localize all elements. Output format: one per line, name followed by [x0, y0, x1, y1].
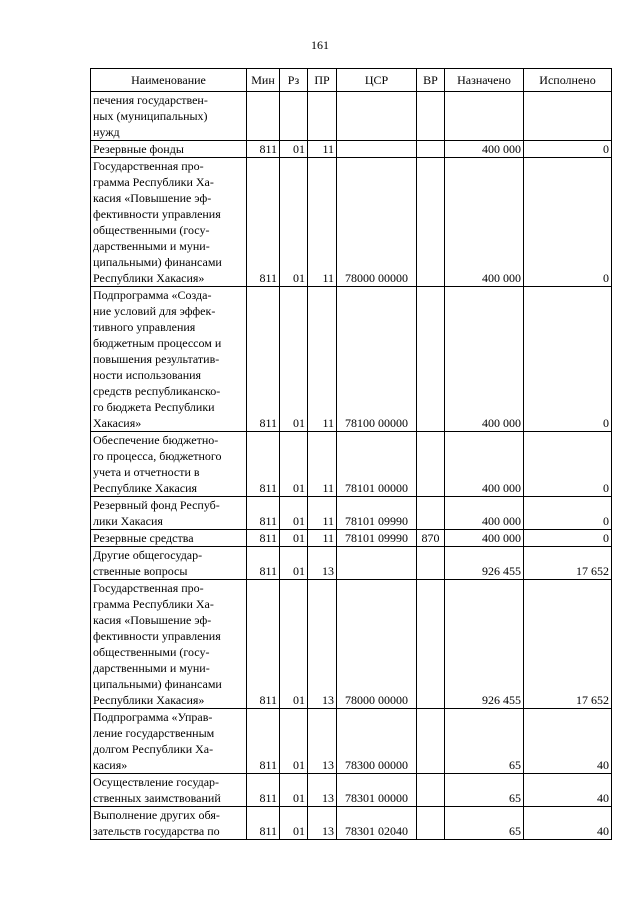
cell-rz: 01 — [280, 497, 308, 530]
cell-vr — [417, 580, 445, 709]
cell-pr: 11 — [308, 530, 337, 547]
page-number: 161 — [311, 38, 329, 52]
cell-pr: 11 — [308, 158, 337, 287]
cell-assigned: 400 000 — [445, 158, 524, 287]
cell-vr — [417, 141, 445, 158]
cell-min: 811 — [247, 774, 280, 807]
cell-csr — [337, 141, 417, 158]
header-assigned: Назначено — [445, 69, 524, 92]
cell-name: Государственная про- грамма Республики Ха- касия «Повышение эф- фективности управления общественными (госу- дарственными и муни- ципальными) финансами Республики Хакасия» — [91, 580, 247, 709]
cell-csr: 78100 00000 — [337, 287, 417, 432]
cell-assigned: 400 000 — [445, 432, 524, 497]
header-pr: ПР — [308, 69, 337, 92]
cell-rz: 01 — [280, 141, 308, 158]
cell-executed — [524, 92, 612, 141]
cell-rz: 01 — [280, 709, 308, 774]
cell-assigned: 65 — [445, 807, 524, 840]
budget-table — [90, 68, 612, 840]
cell-csr: 78101 00000 — [337, 432, 417, 497]
table-row — [91, 158, 612, 287]
cell-rz: 01 — [280, 530, 308, 547]
cell-assigned: 400 000 — [445, 530, 524, 547]
cell-name: печения государствен- ных (муниципальных) нужд — [91, 92, 247, 141]
cell-vr — [417, 92, 445, 141]
cell-executed: 0 — [524, 287, 612, 432]
cell-pr: 13 — [308, 807, 337, 840]
table-row — [91, 709, 612, 774]
header-rz: Рз — [280, 69, 308, 92]
cell-rz: 01 — [280, 807, 308, 840]
cell-csr: 78000 00000 — [337, 158, 417, 287]
cell-min: 811 — [247, 158, 280, 287]
cell-executed: 17 652 — [524, 580, 612, 709]
cell-executed: 0 — [524, 141, 612, 158]
cell-executed: 0 — [524, 158, 612, 287]
table-row — [91, 92, 612, 141]
cell-pr: 13 — [308, 774, 337, 807]
cell-assigned: 65 — [445, 709, 524, 774]
cell-vr — [417, 547, 445, 580]
cell-name: Подпрограмма «Созда- ние условий для эффек- тивного управления бюджетным процессом и повышения результатив- ности использования средств республиканско- го бюджета Республики Хакасия» — [91, 287, 247, 432]
cell-min: 811 — [247, 709, 280, 774]
cell-csr: 78300 00000 — [337, 709, 417, 774]
cell-pr: 13 — [308, 547, 337, 580]
header-executed: Исполнено — [524, 69, 612, 92]
cell-executed: 0 — [524, 497, 612, 530]
cell-pr — [308, 92, 337, 141]
cell-csr: 78301 02040 — [337, 807, 417, 840]
cell-pr: 13 — [308, 709, 337, 774]
cell-min: 811 — [247, 287, 280, 432]
cell-executed: 0 — [524, 530, 612, 547]
table-row — [91, 807, 612, 840]
cell-assigned: 400 000 — [445, 287, 524, 432]
cell-pr: 11 — [308, 287, 337, 432]
cell-csr: 78301 00000 — [337, 774, 417, 807]
header-vr: ВР — [417, 69, 445, 92]
table-row — [91, 432, 612, 497]
table-row — [91, 530, 612, 547]
cell-assigned: 65 — [445, 774, 524, 807]
cell-rz: 01 — [280, 432, 308, 497]
cell-name: Подпрограмма «Управ- ление государственным долгом Республики Ха- касия» — [91, 709, 247, 774]
cell-min: 811 — [247, 547, 280, 580]
cell-pr: 11 — [308, 432, 337, 497]
cell-assigned: 926 455 — [445, 580, 524, 709]
cell-vr: 870 — [417, 530, 445, 547]
cell-min: 811 — [247, 141, 280, 158]
table-row — [91, 547, 612, 580]
cell-name: Выполнение других обя- зательств государства по — [91, 807, 247, 840]
cell-name: Резервные средства — [91, 530, 247, 547]
cell-name: Резервный фонд Респуб- лики Хакасия — [91, 497, 247, 530]
cell-pr: 13 — [308, 580, 337, 709]
table-header-row — [91, 69, 612, 92]
cell-rz: 01 — [280, 287, 308, 432]
cell-pr: 11 — [308, 497, 337, 530]
cell-executed: 40 — [524, 709, 612, 774]
header-min: Мин — [247, 69, 280, 92]
cell-vr — [417, 774, 445, 807]
header-name: Наименование — [91, 69, 247, 92]
cell-name: Другие общегосудар- ственные вопросы — [91, 547, 247, 580]
cell-assigned — [445, 92, 524, 141]
table-row — [91, 580, 612, 709]
cell-csr — [337, 92, 417, 141]
cell-rz — [280, 92, 308, 141]
table-row — [91, 141, 612, 158]
cell-assigned: 926 455 — [445, 547, 524, 580]
cell-csr: 78101 09990 — [337, 497, 417, 530]
cell-rz: 01 — [280, 158, 308, 287]
table-row — [91, 287, 612, 432]
cell-executed: 40 — [524, 807, 612, 840]
cell-assigned: 400 000 — [445, 141, 524, 158]
cell-name: Резервные фонды — [91, 141, 247, 158]
cell-vr — [417, 807, 445, 840]
cell-name: Государственная про- грамма Республики Ха- касия «Повышение эф- фективности управления общественными (госу- дарственными и муни- ципальными) финансами Республики Хакасия» — [91, 158, 247, 287]
table-body — [91, 92, 612, 840]
cell-min — [247, 92, 280, 141]
cell-rz: 01 — [280, 547, 308, 580]
cell-vr — [417, 432, 445, 497]
cell-executed: 0 — [524, 432, 612, 497]
cell-min: 811 — [247, 497, 280, 530]
cell-vr — [417, 497, 445, 530]
table-row — [91, 497, 612, 530]
cell-pr: 11 — [308, 141, 337, 158]
cell-csr: 78000 00000 — [337, 580, 417, 709]
cell-csr — [337, 547, 417, 580]
cell-csr: 78101 09990 — [337, 530, 417, 547]
cell-executed: 17 652 — [524, 547, 612, 580]
cell-assigned: 400 000 — [445, 497, 524, 530]
cell-vr — [417, 287, 445, 432]
cell-executed: 40 — [524, 774, 612, 807]
header-csr: ЦСР — [337, 69, 417, 92]
cell-min: 811 — [247, 807, 280, 840]
cell-min: 811 — [247, 580, 280, 709]
cell-rz: 01 — [280, 580, 308, 709]
cell-rz: 01 — [280, 774, 308, 807]
cell-min: 811 — [247, 432, 280, 497]
cell-min: 811 — [247, 530, 280, 547]
cell-vr — [417, 158, 445, 287]
cell-name: Обеспечение бюджетно- го процесса, бюджетного учета и отчетности в Республике Хакасия — [91, 432, 247, 497]
table-row — [91, 774, 612, 807]
cell-name: Осуществление государ- ственных заимствований — [91, 774, 247, 807]
cell-vr — [417, 709, 445, 774]
